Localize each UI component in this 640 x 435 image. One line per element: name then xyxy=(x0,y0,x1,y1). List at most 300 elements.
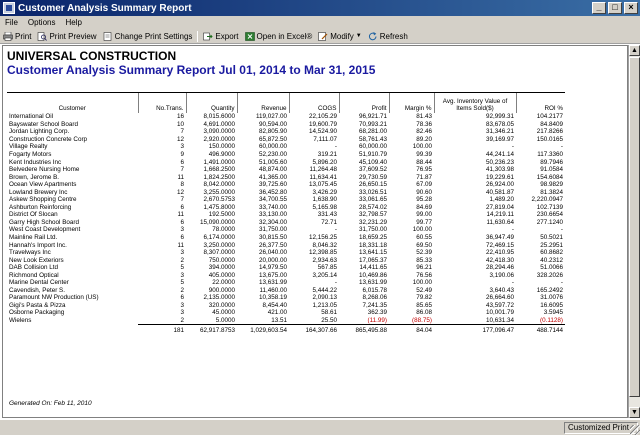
table-header-row xyxy=(7,93,565,113)
table-cell: 89.7946 xyxy=(540,158,563,166)
table-cell: 11,460.00 xyxy=(259,286,287,294)
table-cell: 6 xyxy=(180,294,184,302)
table-row xyxy=(7,158,565,166)
table-cell: 9 xyxy=(180,151,184,158)
table-cell: Ocean View Apartments xyxy=(9,181,77,189)
table-row xyxy=(7,256,565,264)
table-cell: 33,740.00 xyxy=(258,203,287,211)
table-cell: 52,230.00 xyxy=(258,151,287,158)
table-cell: 10,358.19 xyxy=(258,294,287,302)
table-cell: - xyxy=(560,279,563,287)
table-cell: 100.00 xyxy=(412,279,432,287)
table-cell: 31,346.21 xyxy=(485,128,514,136)
table-cell: 11 xyxy=(177,241,184,249)
table-cell: 92,999.31 xyxy=(485,113,514,121)
table-row xyxy=(7,181,565,189)
table-cell: 8,307.0000 xyxy=(203,249,235,257)
scroll-up-icon[interactable]: ▲ xyxy=(629,45,640,56)
table-cell: 16.6095 xyxy=(540,301,563,309)
table-cell: 20,000.00 xyxy=(258,256,287,264)
table-cell: 11,630.64 xyxy=(486,218,514,226)
table-cell: 50,236.23 xyxy=(485,158,514,166)
table-cell: 78.0000 xyxy=(212,226,235,234)
table-cell: 41,303.98 xyxy=(485,166,514,174)
table-cell: 328.2026 xyxy=(536,271,563,279)
print-button[interactable] xyxy=(0,30,34,43)
table-row xyxy=(7,121,565,129)
table-cell: 99.00 xyxy=(416,211,432,219)
table-row xyxy=(7,279,565,287)
table-cell: 58,761.43 xyxy=(358,135,387,143)
table-cell: 90.60 xyxy=(416,188,432,196)
excel-icon xyxy=(245,32,255,41)
modify-label: Modify xyxy=(330,31,354,41)
table-cell: 1,475.8000 xyxy=(203,203,235,211)
table-cell: 26,664.60 xyxy=(485,294,514,302)
table-cell: 43,597.72 xyxy=(485,301,514,309)
modify-button[interactable] xyxy=(315,30,365,43)
table-cell: 26,377.50 xyxy=(258,241,287,249)
change-print-settings-button[interactable] xyxy=(100,30,196,43)
menu-file[interactable]: File xyxy=(5,18,18,27)
table-cell: 900.0000 xyxy=(208,286,235,294)
table-cell: 37,609.52 xyxy=(358,166,387,174)
table-cell: Fogarty Motors xyxy=(9,151,52,158)
table-cell: 44,241.14 xyxy=(485,151,514,158)
col-header: No.Trans. xyxy=(138,93,186,113)
table-cell: 3,090.0000 xyxy=(203,128,235,136)
table-row xyxy=(7,226,565,234)
scroll-thumb[interactable] xyxy=(629,57,640,397)
table-row xyxy=(7,271,565,279)
table-cell: 84.8409 xyxy=(540,120,563,128)
col-header: Customer xyxy=(58,105,86,112)
table-cell: 51.0066 xyxy=(540,264,563,272)
table-cell: 5,896.20 xyxy=(312,158,337,166)
table-cell: Construction Concrete Corp xyxy=(9,135,88,143)
table-cell: 3 xyxy=(180,301,184,309)
table-cell: 750.0000 xyxy=(208,256,235,264)
table-row xyxy=(7,151,565,159)
table-cell: 98.9829 xyxy=(540,181,563,189)
table-row xyxy=(7,287,565,295)
table-cell: 5,165.98 xyxy=(312,203,337,211)
table-cell: - xyxy=(511,143,514,151)
table-cell: Cavendish, Peter S. xyxy=(9,286,66,294)
report-body xyxy=(7,113,565,334)
table-cell: 3,255.0000 xyxy=(203,188,235,196)
table-cell: 3,640.43 xyxy=(489,286,514,294)
table-cell: 2,920.0000 xyxy=(203,135,235,143)
table-cell: 1,213.05 xyxy=(312,301,337,309)
resize-grip-icon[interactable] xyxy=(630,425,640,435)
table-cell: 100.00 xyxy=(412,226,432,234)
table-row xyxy=(7,143,565,151)
table-cell: 165.2492 xyxy=(536,286,563,294)
table-cell: 3 xyxy=(180,143,184,151)
table-cell: 85.33 xyxy=(416,256,432,264)
refresh-button[interactable] xyxy=(365,30,411,43)
table-cell: 10,001.79 xyxy=(485,309,514,317)
table-cell: 85.65 xyxy=(416,301,432,309)
table-cell: 30,815.50 xyxy=(258,234,287,242)
menu-bar xyxy=(0,16,640,29)
table-cell: 14,219.11 xyxy=(486,211,514,219)
table-cell: 33,026.51 xyxy=(358,188,387,196)
table-cell: 32,304.00 xyxy=(258,218,287,226)
table-cell: 4,691.0000 xyxy=(203,120,235,128)
table-cell: 421.00 xyxy=(267,309,287,317)
table-cell: 79.82 xyxy=(416,294,432,302)
table-cell: 25.50 xyxy=(321,316,337,324)
table-cell: 31,750.00 xyxy=(358,226,387,234)
table-cell: 1,824.2500 xyxy=(203,173,235,181)
table-cell: 3 xyxy=(180,226,184,234)
table-cell: 39,725.60 xyxy=(258,181,287,189)
table-cell: 567.85 xyxy=(317,264,337,272)
table-cell: 89.20 xyxy=(416,135,432,143)
table-cell: 76.95 xyxy=(416,166,432,174)
table-cell: 12 xyxy=(176,188,184,196)
table-cell: 52.39 xyxy=(416,249,432,257)
table-cell: 12,398.85 xyxy=(308,249,337,257)
export-icon xyxy=(203,32,213,41)
open-in-excel-button[interactable] xyxy=(242,30,316,43)
table-cell: 6 xyxy=(180,234,184,242)
modify-icon xyxy=(318,32,328,41)
table-cell: 150.0165 xyxy=(536,135,563,143)
table-cell: 76.56 xyxy=(416,271,432,279)
table-cell: 119,027.00 xyxy=(255,113,287,121)
table-cell: 26,924.00 xyxy=(485,181,514,189)
table-cell: 27,819.04 xyxy=(485,203,514,211)
table-cell: 394.0000 xyxy=(208,264,235,272)
table-cell: 7 xyxy=(180,166,184,174)
table-cell: (11.99) xyxy=(367,316,387,324)
table-cell: 331.43 xyxy=(317,211,337,219)
table-cell: Belvedere Nursing Home xyxy=(9,166,80,174)
toolbar xyxy=(0,29,640,44)
table-cell: 50.5021 xyxy=(540,234,563,242)
table-cell: 10,469.86 xyxy=(358,271,387,279)
col-header: Avg. Inventory Value of Items Sold($) xyxy=(434,93,516,113)
table-cell: Kent Industries Inc xyxy=(9,158,62,166)
table-cell: Bayswater School Board xyxy=(9,120,78,128)
table-cell: 1,668.2500 xyxy=(203,166,235,174)
table-cell: 67.09 xyxy=(416,181,432,189)
table-cell: 45,109.40 xyxy=(358,158,387,166)
table-cell: 31.0076 xyxy=(540,294,563,302)
total-cell: 177,096.47 xyxy=(434,324,516,334)
table-cell: 230.6654 xyxy=(536,211,563,219)
table-cell: 18,331.18 xyxy=(358,241,387,249)
table-cell: 58.61 xyxy=(321,309,337,317)
table-cell: 22,410.95 xyxy=(485,249,514,257)
table-cell: DAB Collision Ltd xyxy=(9,264,58,272)
table-cell: 100.00 xyxy=(412,143,432,151)
open-in-excel-label: Open in Excel® xyxy=(256,31,313,41)
table-cell: 3 xyxy=(180,309,184,317)
table-cell: 26,650.15 xyxy=(358,181,387,189)
table-cell: 51,005.60 xyxy=(258,158,287,166)
table-cell: 362.39 xyxy=(367,309,387,317)
table-cell: 319.21 xyxy=(317,151,337,158)
table-cell: 3,426.29 xyxy=(312,188,337,196)
table-cell: 1,491.0000 xyxy=(203,158,235,166)
minimize-button[interactable]: _ xyxy=(592,2,606,14)
close-button[interactable]: × xyxy=(624,2,638,14)
table-cell: 86.08 xyxy=(416,309,432,317)
total-cell: 62,917.8753 xyxy=(186,324,237,334)
table-cell: 154.6084 xyxy=(536,173,563,181)
table-cell: (0.1128) xyxy=(540,316,563,324)
table-cell: 78.36 xyxy=(416,120,432,128)
table-cell: 72,469.15 xyxy=(485,241,514,249)
table-cell: 22,105.29 xyxy=(308,113,337,121)
table-cell: 70,993.21 xyxy=(358,120,387,128)
table-cell: 65,872.50 xyxy=(258,135,287,143)
table-cell: 1,638.90 xyxy=(312,196,337,204)
table-cell: 18,659.25 xyxy=(358,234,387,242)
table-cell: Brown, Jerome B. xyxy=(9,173,60,181)
table-cell: 83,678.05 xyxy=(485,120,514,128)
table-cell: Village Realty xyxy=(9,143,48,151)
table-cell: 405.0000 xyxy=(208,271,235,279)
table-cell: - xyxy=(560,143,563,151)
table-cell: 42,418.30 xyxy=(485,256,514,264)
table-cell: 277.1240 xyxy=(536,218,563,226)
toolbar-separator xyxy=(197,31,198,42)
table-row xyxy=(7,302,565,310)
table-cell: 33,061.65 xyxy=(358,196,387,204)
table-cell: Osborne Packaging xyxy=(9,309,65,317)
table-row xyxy=(7,294,565,302)
table-cell: - xyxy=(334,143,337,151)
table-cell: 13,075.45 xyxy=(308,181,337,189)
table-cell: 3 xyxy=(180,249,184,257)
table-cell: 5 xyxy=(180,279,184,287)
table-cell: 32,231.29 xyxy=(358,218,387,226)
table-cell: - xyxy=(560,226,563,234)
chevron-down-icon: ▼ xyxy=(355,33,362,39)
table-cell: Marine Dental Center xyxy=(9,279,69,287)
scroll-down-icon[interactable]: ▼ xyxy=(629,407,640,418)
table-cell: 3 xyxy=(180,271,184,279)
table-cell: 3,190.06 xyxy=(489,271,514,279)
table-cell: 40,581.87 xyxy=(485,188,514,196)
table-row xyxy=(7,196,565,204)
table-row xyxy=(7,204,565,212)
export-label: Export xyxy=(215,31,239,41)
table-cell: 6,015.78 xyxy=(362,286,387,294)
report-table xyxy=(7,93,565,334)
table-cell: 14,979.50 xyxy=(258,264,287,272)
table-row xyxy=(7,173,565,181)
table-cell: 48,874.00 xyxy=(258,166,287,174)
table-cell: 5.0000 xyxy=(215,316,235,324)
table-cell: 3.5945 xyxy=(543,309,563,317)
table-cell: 11 xyxy=(177,173,184,181)
table-cell: 10 xyxy=(176,120,184,128)
table-cell: 95.28 xyxy=(416,196,432,204)
table-cell: 60.55 xyxy=(416,234,432,242)
table-cell: 81.43 xyxy=(416,113,432,121)
table-cell: 5,444.22 xyxy=(312,286,337,294)
table-cell: 19,600.79 xyxy=(308,120,337,128)
table-cell: 45.0000 xyxy=(212,309,235,317)
table-cell: 82,805.90 xyxy=(258,128,287,136)
table-cell: New Look Exteriors xyxy=(9,256,64,264)
col-header: Quantity xyxy=(186,93,237,113)
settings-page-icon xyxy=(103,32,113,41)
table-cell: 41,365.00 xyxy=(258,173,287,181)
table-cell: 84.69 xyxy=(416,203,432,211)
table-cell: 60,000.00 xyxy=(258,143,287,151)
table-cell: 6 xyxy=(180,203,184,211)
table-row xyxy=(7,113,565,121)
table-cell: 13,675.00 xyxy=(258,271,287,279)
table-row xyxy=(7,166,565,174)
table-cell: 33,130.00 xyxy=(258,211,287,219)
table-cell: 36,452.80 xyxy=(258,188,287,196)
table-cell: Richmond Optical xyxy=(9,271,59,279)
table-cell: 5 xyxy=(180,264,184,272)
table-cell: Hannah's Import Inc. xyxy=(9,241,67,249)
table-row xyxy=(7,136,565,144)
table-cell: 60.8682 xyxy=(540,249,563,257)
table-cell: 6 xyxy=(180,218,184,226)
table-cell: 13,631.99 xyxy=(258,279,287,287)
table-row xyxy=(7,128,565,136)
status-panel: Customized Print xyxy=(564,422,638,434)
generated-on: Generated On: Feb 11, 2010 xyxy=(9,400,92,407)
table-cell: Garry High School Board xyxy=(9,218,79,226)
table-cell: 19,229.61 xyxy=(485,173,514,181)
table-cell: 8,046.32 xyxy=(312,241,337,249)
table-cell: 8,042.0000 xyxy=(203,181,235,189)
table-cell: 26,040.00 xyxy=(258,249,287,257)
table-cell: 68,281.00 xyxy=(358,128,387,136)
table-cell: 25.2951 xyxy=(540,241,563,249)
table-row xyxy=(7,211,565,219)
table-cell: Askew Shopping Centre xyxy=(9,196,77,204)
title-bar xyxy=(0,0,640,16)
report-title: Customer Analysis Summary Report Jul 01, 2014 to Mar 31, 2015 xyxy=(7,63,376,77)
refresh-label: Refresh xyxy=(379,31,408,41)
table-row xyxy=(7,317,565,325)
table-cell: 7,241.35 xyxy=(362,301,387,309)
table-cell: 36,947.49 xyxy=(485,234,514,242)
table-cell: Jordan Lighting Corp. xyxy=(9,128,70,136)
change-print-settings-label: Change Print Settings xyxy=(114,31,193,41)
export-button[interactable] xyxy=(200,30,241,43)
table-cell: 2,934.63 xyxy=(312,256,337,264)
print-preview-button[interactable] xyxy=(34,30,99,43)
table-cell: 52.49 xyxy=(416,286,432,294)
total-cell: 1,029,603.54 xyxy=(237,324,289,334)
table-cell: 217.8266 xyxy=(536,128,563,136)
table-cell: - xyxy=(334,279,337,287)
table-cell: 2 xyxy=(180,286,184,294)
table-cell: 14,411.65 xyxy=(359,264,387,272)
table-cell: 15,090.0000 xyxy=(199,218,235,226)
table-cell: Paramount NW Production (US) xyxy=(9,294,99,302)
total-cell: 865,495.88 xyxy=(339,324,389,334)
total-cell: 488.7144 xyxy=(516,324,565,334)
print-preview-icon xyxy=(37,32,47,41)
col-header: Profit xyxy=(339,93,389,113)
table-row xyxy=(7,234,565,242)
window-title: Customer Analysis Summary Report xyxy=(18,2,192,14)
table-cell: International Oil xyxy=(9,113,54,121)
table-cell: 82.46 xyxy=(416,128,432,136)
table-cell: 88.44 xyxy=(416,158,432,166)
table-cell: 117.3360 xyxy=(537,151,563,158)
table-cell: 22.0000 xyxy=(212,279,235,287)
table-cell: 1,489.20 xyxy=(489,196,514,204)
table-cell: 12 xyxy=(176,135,184,143)
table-cell: 8,454.40 xyxy=(262,301,287,309)
table-cell: 32,798.57 xyxy=(358,211,387,219)
table-cell: 39,169.97 xyxy=(485,135,514,143)
status-bar xyxy=(0,419,640,435)
table-cell: 496.9000 xyxy=(208,151,235,158)
total-cell: 84.04 xyxy=(389,324,434,334)
table-cell: 72.71 xyxy=(321,218,337,226)
table-cell: 150.0000 xyxy=(208,143,235,151)
table-cell: 8,015.6000 xyxy=(203,113,235,121)
printer-icon xyxy=(3,32,13,41)
print-preview-label: Print Preview xyxy=(49,31,97,41)
table-cell: 28,574.02 xyxy=(358,203,387,211)
table-cell: 3,250.0000 xyxy=(203,241,235,249)
table-cell: 14,524.90 xyxy=(308,128,337,136)
menu-help[interactable]: Help xyxy=(65,18,82,27)
table-cell: 11 xyxy=(177,211,184,219)
table-cell: 60,000.00 xyxy=(358,143,387,151)
table-cell: 7 xyxy=(180,196,184,204)
table-cell: West Coast Development xyxy=(9,226,81,234)
table-cell: 29,730.59 xyxy=(358,173,387,181)
table-row xyxy=(7,309,565,317)
table-cell: 2 xyxy=(180,316,184,324)
company-name: UNIVERSAL CONSTRUCTION xyxy=(7,49,177,63)
table-cell: Lowland Brewery Inc xyxy=(9,188,68,196)
table-cell: 7,111.07 xyxy=(313,135,337,143)
table-row xyxy=(7,188,565,196)
maximize-button[interactable]: □ xyxy=(608,2,622,14)
table-cell: Travelways Inc xyxy=(9,249,51,257)
table-cell: 13,641.15 xyxy=(358,249,387,257)
table-cell: 8 xyxy=(180,181,184,189)
table-cell: - xyxy=(334,226,337,234)
table-cell: 40.2312 xyxy=(540,256,563,264)
table-cell: (88.75) xyxy=(412,316,432,324)
menu-options[interactable]: Options xyxy=(27,18,56,27)
table-cell: Ashburton Reinforcing xyxy=(9,203,72,211)
table-cell: 10,631.34 xyxy=(485,316,514,324)
table-cell: 13.51 xyxy=(271,316,287,324)
vertical-scrollbar[interactable] xyxy=(628,45,640,418)
table-cell: 28,294.46 xyxy=(485,264,514,272)
table-cell: 320.0000 xyxy=(208,301,235,309)
report-viewer xyxy=(2,45,628,418)
table-cell: 34,700.55 xyxy=(258,196,287,204)
table-row xyxy=(7,264,565,272)
table-cell: 2 xyxy=(180,256,184,264)
table-cell: 99.77 xyxy=(416,218,432,226)
table-cell: 6 xyxy=(180,158,184,166)
